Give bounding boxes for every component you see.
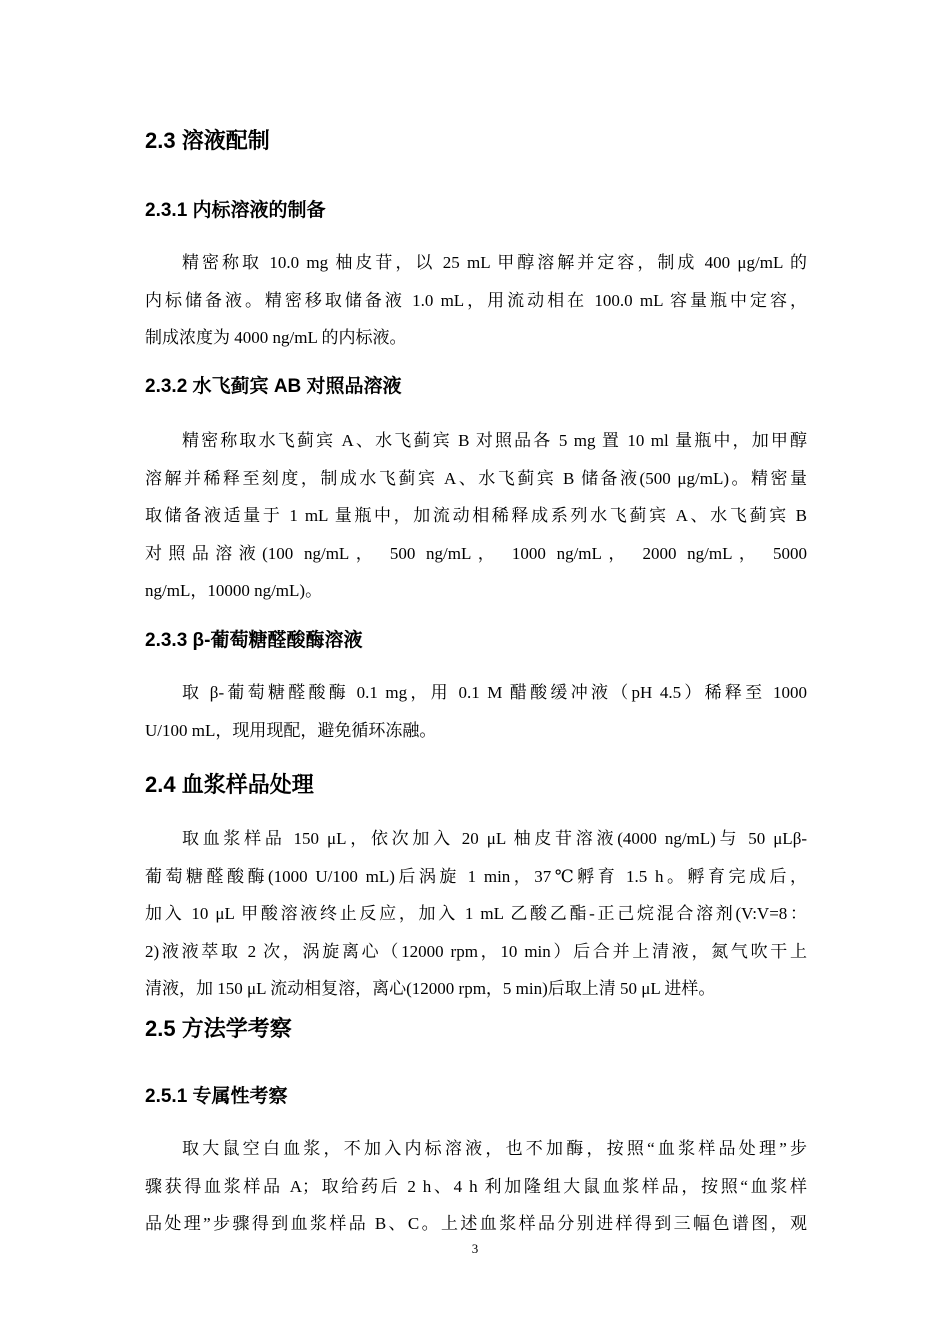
paragraph-2-3-2 bbox=[145, 422, 807, 610]
paragraph-line: 制成浓度为 4000 ng/mL 的内标液。 bbox=[145, 328, 407, 347]
paragraph-2-3-1 bbox=[145, 244, 807, 357]
paragraph-line: 溶解并稀释至刻度，制成水飞蓟宾 A、水飞蓟宾 B 储备液(500 μg/mL)。精密量 bbox=[145, 468, 807, 488]
heading-2-5: 2.5 方法学考察 bbox=[145, 1016, 292, 1041]
paragraph-line: 葡萄糖醛酸酶(1000 U/100 mL)后涡旋 1 min，37℃孵育 1.5 h。孵育完成后， bbox=[145, 866, 807, 886]
heading-2-3: 2.3 溶液配制 bbox=[145, 128, 270, 153]
paragraph-line: 取储备液适量于 1 mL 量瓶中，加流动相稀释成系列水飞蓟宾 A、水飞蓟宾 B bbox=[145, 506, 807, 525]
paragraph-2-4 bbox=[145, 820, 807, 1008]
paragraph-line: U/100 mL，现用现配，避免循环冻融。 bbox=[145, 720, 437, 740]
paragraph-line: 精密称取水飞蓟宾 A、水飞蓟宾 B 对照品各 5 mg 置 10 ml 量瓶中，加甲醇 bbox=[182, 431, 807, 450]
paragraph-line: 加入 10 μL 甲酸溶液终止反应，加入 1 mL 乙酸乙酯-正己烷混合溶剂(V:V=8： bbox=[145, 904, 807, 923]
heading-2-4: 2.4 血浆样品处理 bbox=[145, 772, 314, 797]
heading-2-3-1: 2.3.1 内标溶液的制备 bbox=[145, 200, 326, 221]
paragraph-line: 取大鼠空白血浆，不加入内标溶液，也不加酶，按照“血浆样品处理”步 bbox=[182, 1139, 807, 1158]
paragraph-line: ng/mL，10000 ng/mL)。 bbox=[145, 581, 323, 600]
paragraph-line: 2)液液萃取 2 次，涡旋离心（12000 rpm，10 min）后合并上清液，氮气吹干上 bbox=[145, 941, 807, 961]
paragraph-2-3-3 bbox=[145, 674, 807, 749]
paragraph-line: 骤获得血浆样品 A；取给药后 2 h、4 h 利加隆组大鼠血浆样品，按照“血浆样 bbox=[145, 1176, 807, 1196]
paragraph-line: 精密称取 10.0 mg 柚皮苷，以 25 mL 甲醇溶解并定容，制成 400 μg/mL 的 bbox=[182, 253, 807, 272]
paragraph-line: 内标储备液。精密移取储备液 1.0 mL，用流动相在 100.0 mL 容量瓶中定容， bbox=[145, 290, 807, 310]
paragraph-line: 品处理”步骤得到血浆样品 B、C。上述血浆样品分别进样得到三幅色谱图，观 bbox=[145, 1214, 807, 1233]
paragraph-2-5-1 bbox=[145, 1130, 807, 1243]
paragraph-line: 对照品溶液(100 ng/mL， 500 ng/mL， 1000 ng/mL， 2000 ng/mL， 5000 bbox=[145, 543, 807, 563]
paragraph-line: 取 β-葡萄糖醛酸酶 0.1 mg，用 0.1 M 醋酸缓冲液（pH 4.5）稀释至 1000 bbox=[182, 683, 807, 702]
paragraph-line: 清液，加 150 μL 流动相复溶，离心(12000 rpm，5 min)后取上清 50 μL 进样。 bbox=[145, 979, 716, 998]
page-number: 3 bbox=[471, 1241, 479, 1256]
paragraph-line: 取血浆样品 150 μL，依次加入 20 μL 柚皮苷溶液(4000 ng/mL)与 50 μLβ- bbox=[182, 829, 807, 848]
heading-2-3-3: 2.3.3 β-葡萄糖醛酸酶溶液 bbox=[145, 630, 363, 651]
heading-2-3-2: 2.3.2 水飞蓟宾 AB 对照品溶液 bbox=[145, 376, 402, 397]
heading-2-5-1: 2.5.1 专属性考察 bbox=[145, 1086, 288, 1107]
